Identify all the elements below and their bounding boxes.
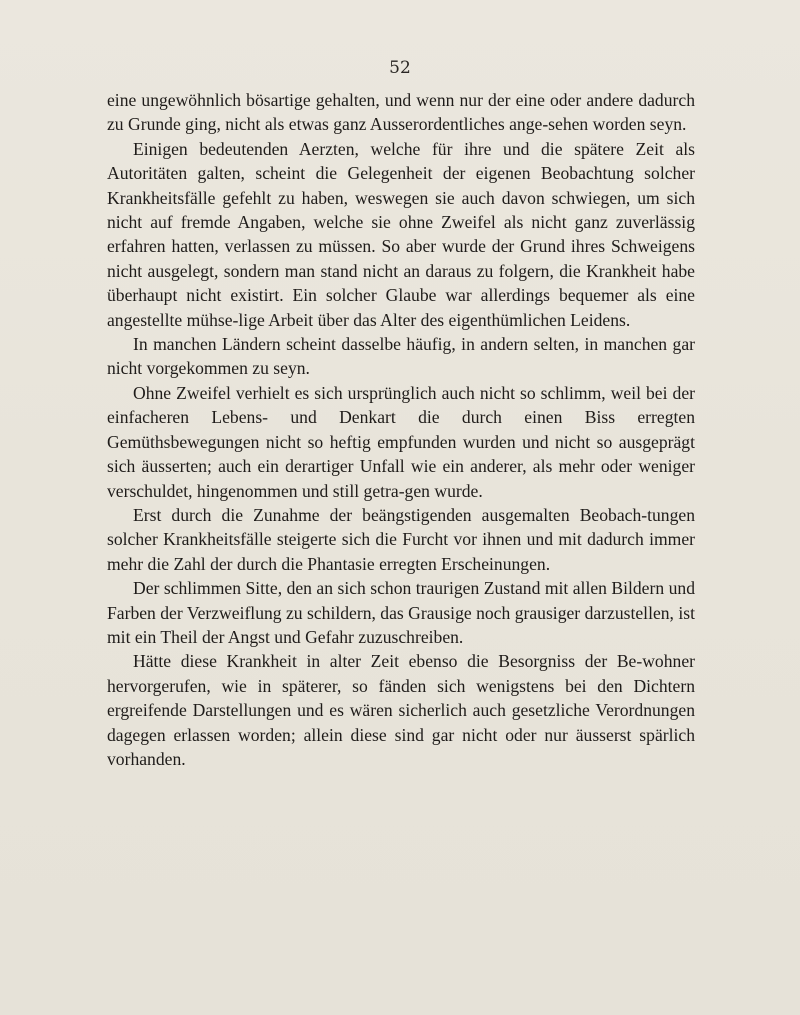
paragraph: Einigen bedeutenden Aerzten, welche für ihre und die spätere Zeit als Autoritäten galten, scheint die Gelegenheit der eigenen Beobachtung solcher Krankheitsfälle gefehlt zu haben, weswegen sie auch davon schwiegen, um sich nicht auf fremde Angaben, welche sie ohne Zweifel als nicht ganz zuverlässig erfahren hatten, verlassen zu müssen. So aber wurde der Grund ihres Schweigens nicht ausgelegt, sondern man stand nicht an daraus zu folgern, die Krankheit habe überhaupt nicht existirt. Ein solcher Glaube war allerdings bequemer als eine angestellte mühse-lige Arbeit über das Alter des eigenthümlichen Leidens. (107, 138, 695, 330)
paragraph: In manchen Ländern scheint dasselbe häufig, in andern selten, in manchen gar nicht vorgekommen zu seyn. (107, 334, 695, 379)
paragraph: eine ungewöhnlich bösartige gehalten, und wenn nur der eine oder andere dadurch zu Grunde ging, nicht als etwas ganz Ausserordentliches ange-sehen worden seyn. (107, 90, 695, 135)
paragraph: Erst durch die Zunahme der beängstigenden ausgemalten Beobach-tungen solcher Krankheitsfälle steigerte sich die Furcht vor ihnen und mit dadurch immer mehr die Zahl der durch die Phantasie erregten Erscheinungen. (107, 504, 695, 574)
body-text (107, 88, 695, 771)
paragraph: Ohne Zweifel verhielt es sich ursprünglich auch nicht so schlimm, weil bei der einfacheren Lebens- und Denkart die durch einen Biss erregten Gemüthsbewegungen nicht so heftig empfunden wurden und nicht so ausgeprägt sich äusserten; auch ein derartiger Unfall wie ein anderer, als mehr oder weniger verschuldet, hingenommen und still getra-gen wurde. (107, 382, 695, 501)
page-number: 52 (389, 58, 411, 78)
paragraph: Der schlimmen Sitte, den an sich schon traurigen Zustand mit allen Bildern und Farben der Verzweiflung zu schildern, das Grausige noch grausiger darzustellen, ist mit ein Theil der Angst und Gefahr zuzuschreiben. (107, 578, 695, 647)
paragraph: Hätte diese Krankheit in alter Zeit ebenso die Besorgniss der Be-wohner hervorgerufen, wie in späterer, so fänden sich wenigstens bei den Dichtern ergreifende Darstellungen und es wären sicherlich auch gesetzliche Verordnungen dagegen erlassen worden; allein diese sind gar nicht oder nur äusserst spärlich vorhanden. (107, 651, 695, 769)
